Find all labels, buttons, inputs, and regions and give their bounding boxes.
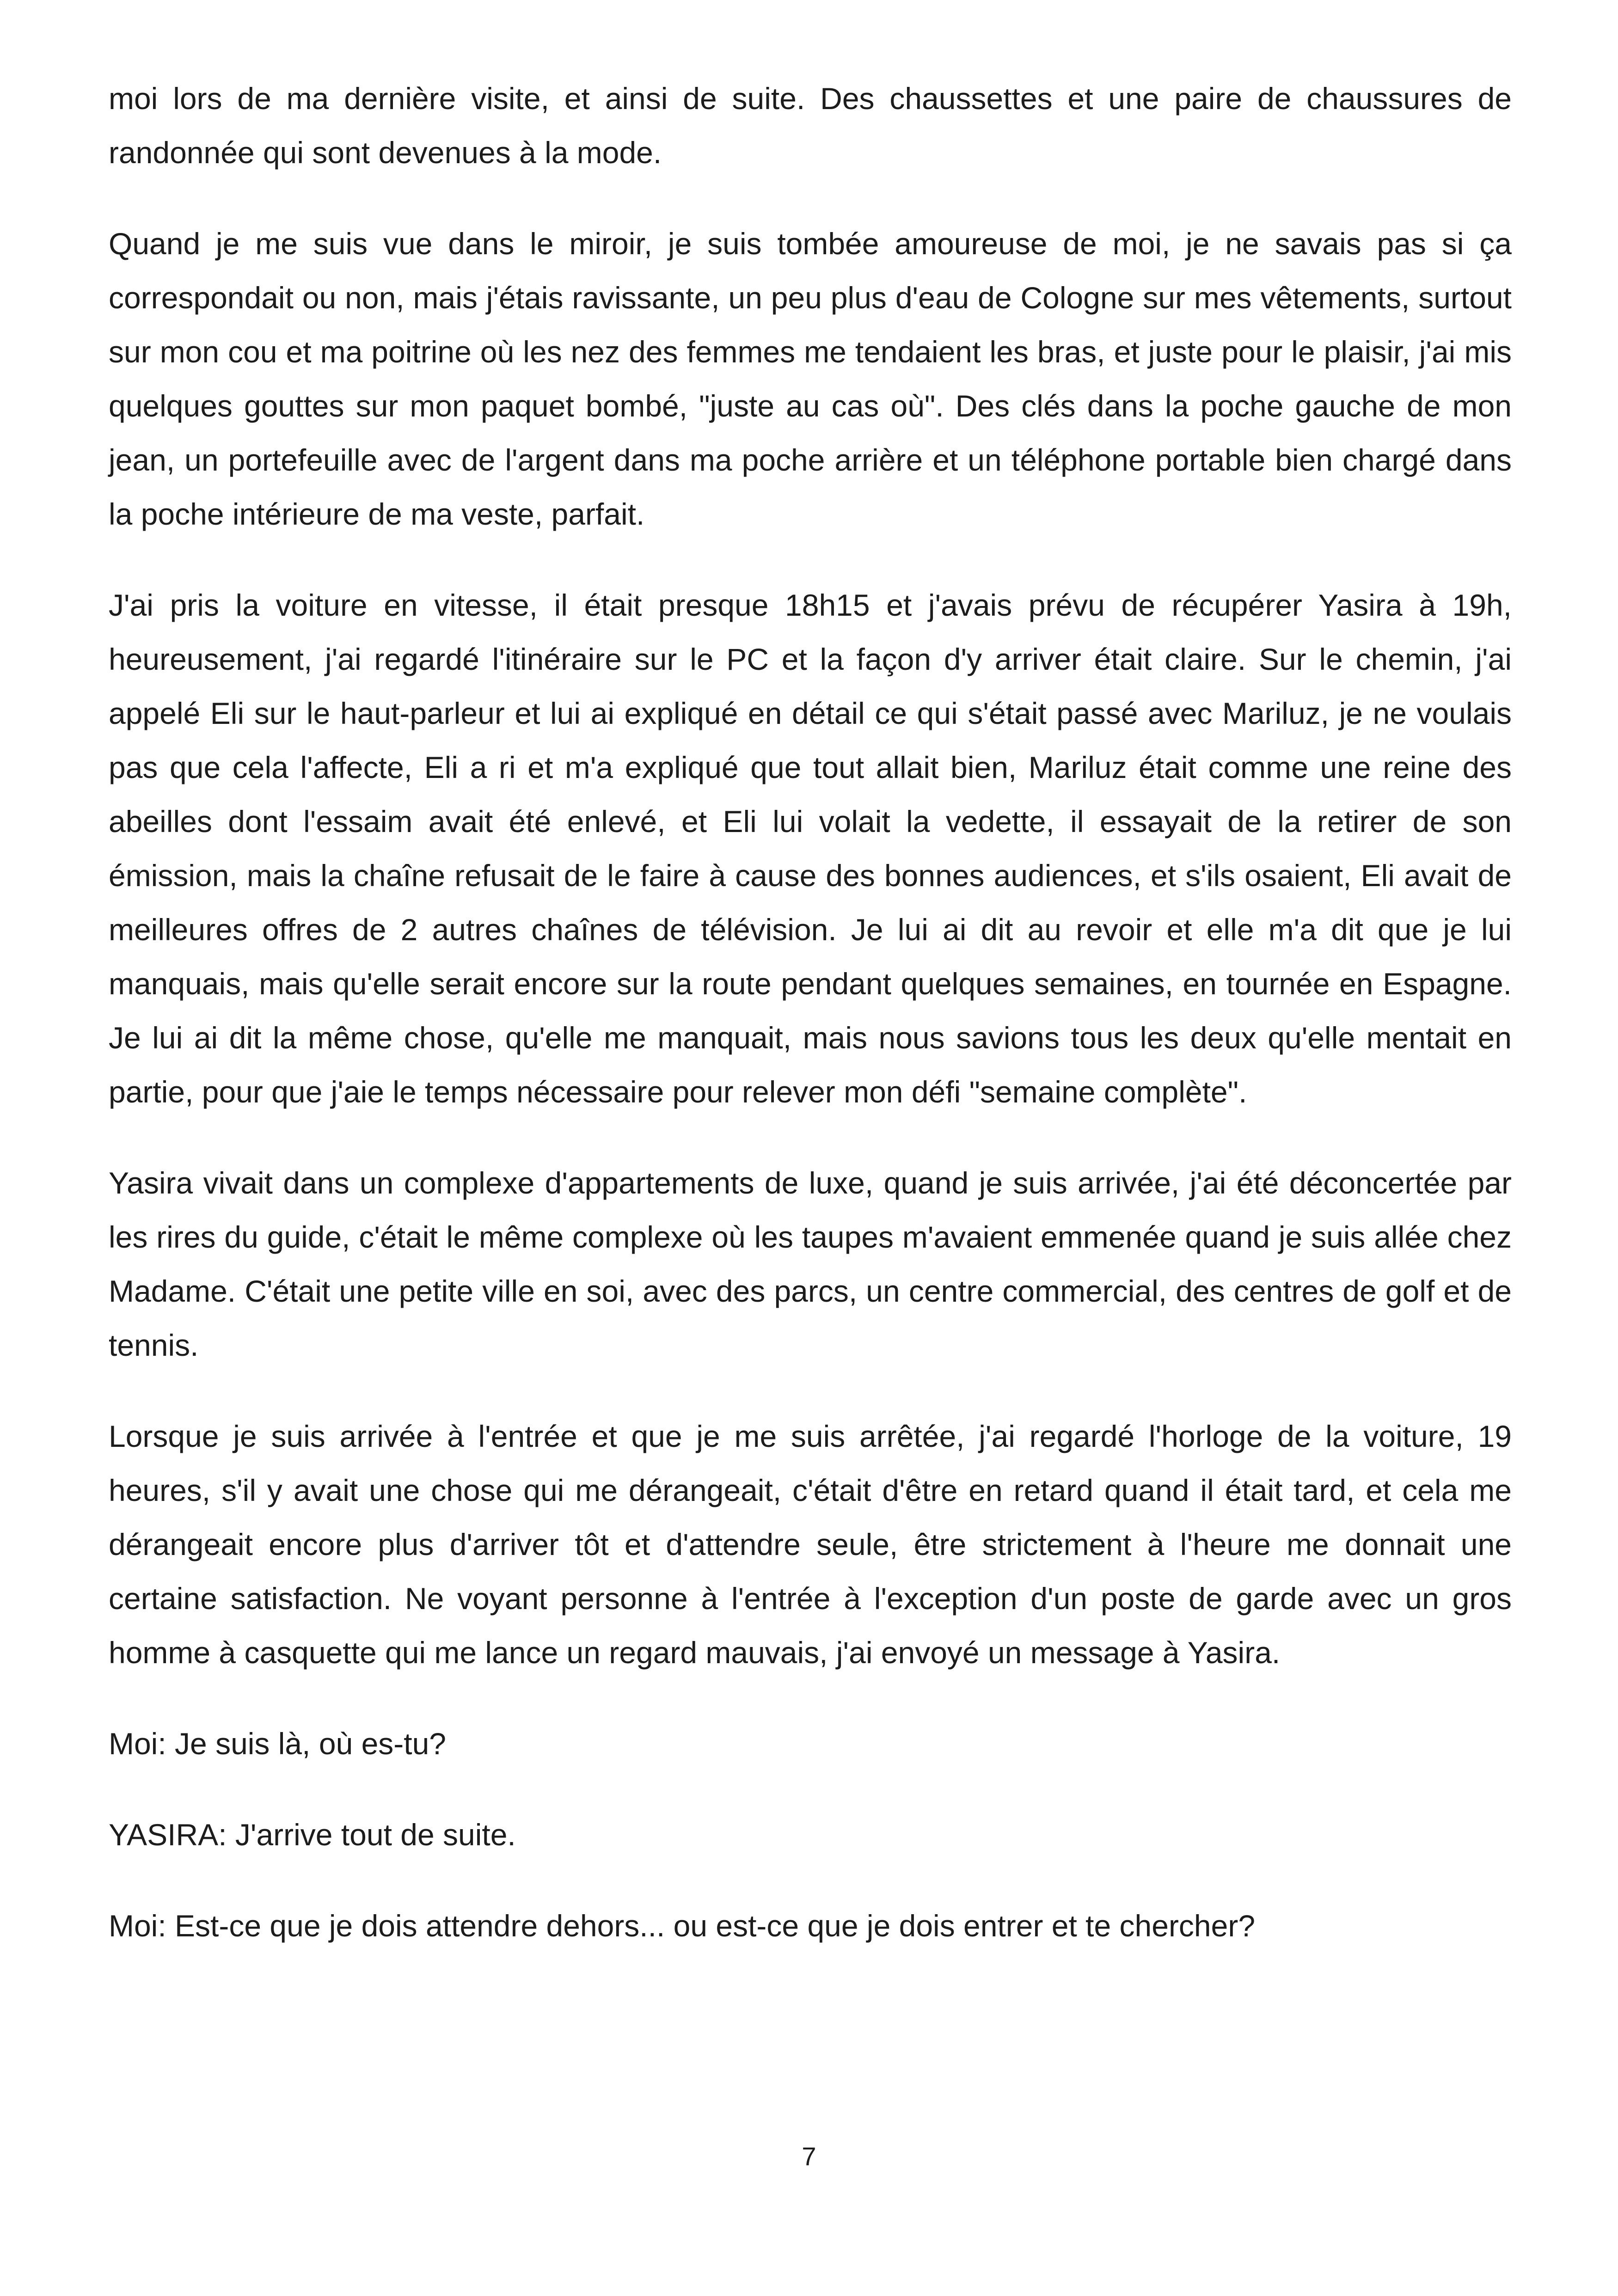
dialogue-line-2: YASIRA: J'arrive tout de suite. — [109, 1818, 516, 1852]
dialogue-line-3: Moi: Est-ce que je dois attendre dehors... ou est-ce que je dois entrer et te chercher? — [109, 1909, 1256, 1943]
paragraph-4: Yasira vivait dans un complexe d'appartements de luxe, quand je suis arrivée, j'ai été déconcertée par les rires du guide, c'était le même complexe où les taupes m'avaient emmenée quand je suis allée chez Madame. C'était une petite ville en soi, avec des parcs, un centre commercial, des centres de golf et de tennis. — [109, 1166, 1512, 1362]
body-text — [109, 72, 1512, 1990]
paragraph-5: Lorsque je suis arrivée à l'entrée et que je me suis arrêtée, j'ai regardé l'horloge de la voiture, 19 heures, s'il y avait une chose qui me dérangeait, c'était d'être en retard quand il était tard, et cela me dérangeait encore plus d'arriver tôt et d'attendre seule, être strictement à l'heure me donnait une certaine satisfaction. Ne voyant personne à l'entrée à l'exception d'un poste de garde avec un gros homme à casquette qui me lance un regard mauvais, j'ai envoyé un message à Yasira. — [109, 1419, 1512, 1670]
paragraph-3: J'ai pris la voiture en vitesse, il était presque 18h15 et j'avais prévu de récupérer Yasira à 19h, heureusement, j'ai regardé l'itinéraire sur le PC et la façon d'y arriver était claire. Sur le chemin, j'ai appelé Eli sur le haut-parleur et lui ai expliqué en détail ce qui s'était passé avec Mariluz, je ne voulais pas que cela l'affecte, Eli a ri et m'a expliqué que tout allait bien, Mariluz était comme une reine des abeilles dont l'essaim avait été enlevé, et Eli lui volait la vedette, il essayait de la retirer de son émission, mais la chaîne refusait de le faire à cause des bonnes audiences, et s'ils osaient, Eli avait de meilleures offres de 2 autres chaînes de télévision. Je lui ai dit au revoir et elle m'a dit que je lui manquais, mais qu'elle serait encore sur la route pendant quelques semaines, en tournée en Espagne. Je lui ai dit la même chose, qu'elle me manquait, mais nous savions tous les deux qu'elle mentait en partie, pour que j'aie le temps nécessaire pour relever mon défi "semaine complète". — [109, 588, 1512, 1109]
page-number: 7 — [802, 2142, 816, 2171]
dialogue-line-1: Moi: Je suis là, où es-tu? — [109, 1727, 446, 1761]
paragraph-2: Quand je me suis vue dans le miroir, je suis tombée amoureuse de moi, je ne savais pas si ça correspondait ou non, mais j'étais ravissante, un peu plus d'eau de Cologne sur mes vêtements, surtout sur mon cou et ma poitrine où les nez des femmes me tendaient les bras, et juste pour le plaisir, j'ai mis quelques gouttes sur mon paquet bombé, "juste au cas où". Des clés dans la poche gauche de mon jean, un portefeuille avec de l'argent dans ma poche arrière et un téléphone portable bien chargé dans la poche intérieure de ma veste, parfait. — [109, 227, 1512, 531]
paragraph-1: moi lors de ma dernière visite, et ainsi de suite. Des chaussettes et une paire de chaussures de randonnée qui sont devenues à la mode. — [109, 81, 1512, 170]
